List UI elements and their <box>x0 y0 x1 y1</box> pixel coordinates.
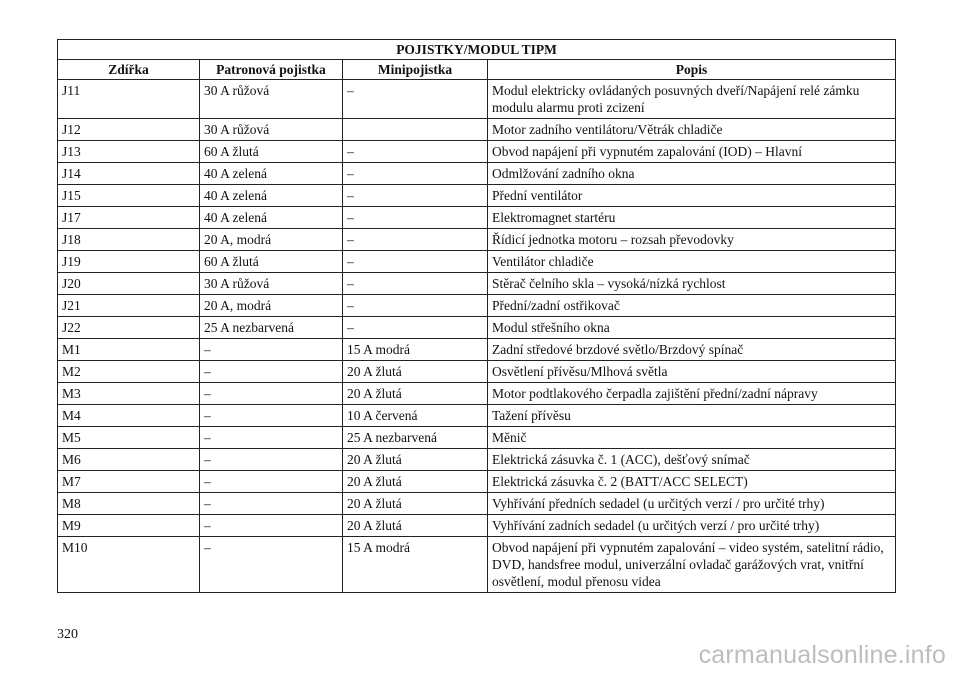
table-row <box>58 405 896 427</box>
mini-fuse-cell: – <box>343 229 488 251</box>
description-cell: Modul elektricky ovládaných posuvných dveří/Napájení relé zámku modulu alarmu proti zcizení <box>488 80 896 119</box>
description-cell: Motor podtlakového čerpadla zajištění přední/zadní nápravy <box>488 383 896 405</box>
mini-fuse-cell: – <box>343 273 488 295</box>
socket-cell: M6 <box>58 449 200 471</box>
cartridge-fuse-cell: 40 A zelená <box>200 207 343 229</box>
cartridge-fuse-cell: – <box>200 493 343 515</box>
column-header-description: Popis <box>488 60 896 80</box>
socket-cell: M7 <box>58 471 200 493</box>
description-cell: Motor zadního ventilátoru/Větrák chladiče <box>488 119 896 141</box>
mini-fuse-cell: 20 A žlutá <box>343 361 488 383</box>
cartridge-fuse-cell: – <box>200 339 343 361</box>
mini-fuse-cell: – <box>343 207 488 229</box>
socket-cell: M10 <box>58 537 200 593</box>
cartridge-fuse-cell: 60 A žlutá <box>200 251 343 273</box>
cartridge-fuse-cell: – <box>200 383 343 405</box>
cartridge-fuse-cell: 30 A růžová <box>200 119 343 141</box>
table-row <box>58 493 896 515</box>
table-row <box>58 471 896 493</box>
table-header-row <box>58 60 896 80</box>
socket-cell: J19 <box>58 251 200 273</box>
table-title: POJISTKY/MODUL TIPM <box>58 40 896 60</box>
table-row <box>58 361 896 383</box>
description-cell: Měnič <box>488 427 896 449</box>
table-row <box>58 295 896 317</box>
cartridge-fuse-cell: – <box>200 449 343 471</box>
mini-fuse-cell: – <box>343 185 488 207</box>
cartridge-fuse-cell: – <box>200 405 343 427</box>
table-row <box>58 273 896 295</box>
description-cell: Ventilátor chladiče <box>488 251 896 273</box>
mini-fuse-cell: 25 A nezbarvená <box>343 427 488 449</box>
socket-cell: J14 <box>58 163 200 185</box>
socket-cell: J20 <box>58 273 200 295</box>
table-row <box>58 339 896 361</box>
cartridge-fuse-cell: 25 A nezbarvená <box>200 317 343 339</box>
table-row <box>58 537 896 593</box>
column-header-cartridge-fuse: Patronová pojistka <box>200 60 343 80</box>
description-cell: Osvětlení přívěsu/Mlhová světla <box>488 361 896 383</box>
cartridge-fuse-cell: – <box>200 515 343 537</box>
description-cell: Obvod napájení při vypnutém zapalování – video systém, satelitní rádio, DVD, handsfree modul, univerzální ovladač garážových vrat, vnitřní osvětlení, modul přenosu videa <box>488 537 896 593</box>
description-cell: Elektrická zásuvka č. 1 (ACC), dešťový snímač <box>488 449 896 471</box>
socket-cell: M8 <box>58 493 200 515</box>
column-header-mini-fuse: Minipojistka <box>343 60 488 80</box>
cartridge-fuse-cell: 20 A, modrá <box>200 295 343 317</box>
description-cell: Přední/zadní ostřikovač <box>488 295 896 317</box>
mini-fuse-cell: 20 A žlutá <box>343 515 488 537</box>
page-number: 320 <box>57 627 78 642</box>
cartridge-fuse-cell: 20 A, modrá <box>200 229 343 251</box>
mini-fuse-cell: – <box>343 251 488 273</box>
socket-cell: M5 <box>58 427 200 449</box>
table-row <box>58 317 896 339</box>
mini-fuse-cell: – <box>343 295 488 317</box>
cartridge-fuse-cell: 40 A zelená <box>200 185 343 207</box>
table-row <box>58 229 896 251</box>
socket-cell: J15 <box>58 185 200 207</box>
cartridge-fuse-cell: 60 A žlutá <box>200 141 343 163</box>
fuse-table <box>57 39 896 593</box>
socket-cell: J18 <box>58 229 200 251</box>
table-row <box>58 163 896 185</box>
cartridge-fuse-cell: 30 A růžová <box>200 80 343 119</box>
mini-fuse-cell: 10 A červená <box>343 405 488 427</box>
cartridge-fuse-cell: 30 A růžová <box>200 273 343 295</box>
mini-fuse-cell: 15 A modrá <box>343 537 488 593</box>
socket-cell: M2 <box>58 361 200 383</box>
socket-cell: J17 <box>58 207 200 229</box>
socket-cell: M1 <box>58 339 200 361</box>
cartridge-fuse-cell: – <box>200 537 343 593</box>
cartridge-fuse-cell: – <box>200 471 343 493</box>
mini-fuse-cell: 15 A modrá <box>343 339 488 361</box>
table-row <box>58 185 896 207</box>
table-row <box>58 427 896 449</box>
socket-cell: M4 <box>58 405 200 427</box>
table-row <box>58 141 896 163</box>
description-cell: Tažení přívěsu <box>488 405 896 427</box>
socket-cell: J22 <box>58 317 200 339</box>
mini-fuse-cell: – <box>343 141 488 163</box>
table-row <box>58 515 896 537</box>
socket-cell: M9 <box>58 515 200 537</box>
mini-fuse-cell: 20 A žlutá <box>343 449 488 471</box>
description-cell: Vyhřívání zadních sedadel (u určitých verzí / pro určité trhy) <box>488 515 896 537</box>
column-header-socket: Zdířka <box>58 60 200 80</box>
description-cell: Řídicí jednotka motoru – rozsah převodovky <box>488 229 896 251</box>
table-row <box>58 119 896 141</box>
cartridge-fuse-cell: – <box>200 427 343 449</box>
mini-fuse-cell: – <box>343 80 488 119</box>
socket-cell: J12 <box>58 119 200 141</box>
mini-fuse-cell: 20 A žlutá <box>343 383 488 405</box>
table-body <box>58 80 896 593</box>
description-cell: Elektrická zásuvka č. 2 (BATT/ACC SELECT) <box>488 471 896 493</box>
socket-cell: J11 <box>58 80 200 119</box>
socket-cell: J21 <box>58 295 200 317</box>
cartridge-fuse-cell: – <box>200 361 343 383</box>
mini-fuse-cell: – <box>343 163 488 185</box>
cartridge-fuse-cell: 40 A zelená <box>200 163 343 185</box>
description-cell: Obvod napájení při vypnutém zapalování (IOD) – Hlavní <box>488 141 896 163</box>
table-row <box>58 207 896 229</box>
description-cell: Odmlžování zadního okna <box>488 163 896 185</box>
watermark: carmanualsonline.info <box>698 641 946 669</box>
table-row <box>58 251 896 273</box>
description-cell: Vyhřívání předních sedadel (u určitých verzí / pro určité trhy) <box>488 493 896 515</box>
mini-fuse-cell: 20 A žlutá <box>343 493 488 515</box>
description-cell: Zadní středové brzdové světlo/Brzdový spínač <box>488 339 896 361</box>
description-cell: Elektromagnet startéru <box>488 207 896 229</box>
table-row <box>58 449 896 471</box>
socket-cell: M3 <box>58 383 200 405</box>
description-cell: Stěrač čelního skla – vysoká/nízká rychlost <box>488 273 896 295</box>
description-cell: Přední ventilátor <box>488 185 896 207</box>
mini-fuse-cell <box>343 119 488 141</box>
mini-fuse-cell: – <box>343 317 488 339</box>
description-cell: Modul střešního okna <box>488 317 896 339</box>
table-title-row <box>58 40 896 60</box>
table-row <box>58 80 896 119</box>
mini-fuse-cell: 20 A žlutá <box>343 471 488 493</box>
table-row <box>58 383 896 405</box>
socket-cell: J13 <box>58 141 200 163</box>
